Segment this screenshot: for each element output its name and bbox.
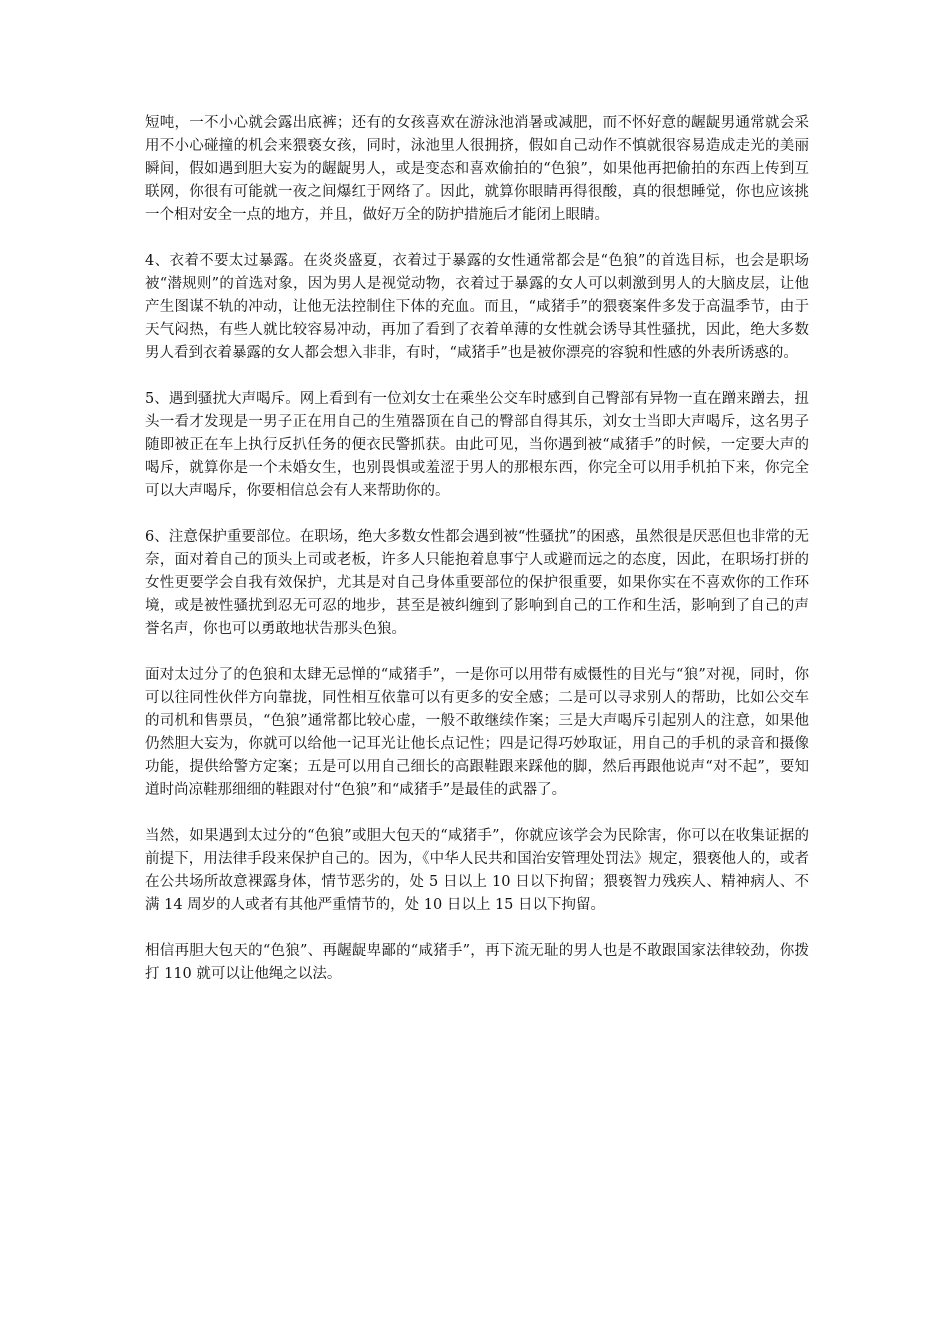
paragraph-legal: 当然，如果遇到太过分的“色狼”或胆大包天的“咸猪手”，你就应该学会为民除害，你可以在收集证据的前提下，用法律手段来保护自己的。因为，《中华人民共和国治安管理处罚法》规定，猥亵他人的，或者在公共场所故意裸露身体，情节恶劣的，处 5 日以上 10 日以下拘留；猥亵智力残疾人、精神病人、不满 14 周岁的人或者有其他严重情节的，处 10 日以上 15 日以下拘留。 xyxy=(145,828,809,913)
paragraph-tip-6-protect: 6、注意保护重要部位。在职场，绝大多数女性都会遇到被“性骚扰”的困惑，虽然很是厌恶但也非常的无奈，面对着自己的顶头上司或老板，许多人只能抱着息事宁人或避而远之的态度，因此，在职场打拼的女性更要学会自我有效保护，尤其是对自己身体重要部位的保护很重要，如果你实在不喜欢你的工作环境，或是被性骚扰到忍无可忍的地步，甚至是被纠缠到了影响到自己的工作和生活，影响到了自己的声誉名声，你也可以勇敢地状告那头色狼。 xyxy=(145,529,809,637)
document-body xyxy=(145,112,809,1009)
paragraph-tip-4-clothing: 4、衣着不要太过暴露。在炎炎盛夏，衣着过于暴露的女性通常都会是“色狼”的首选目标，也会是职场被“潜规则”的首选对象，因为男人是视觉动物，衣着过于暴露的女人可以刺激到男人的大脑皮层，让他产生图谋不轨的冲动，让他无法控制住下体的充血。而且，“咸猪手”的猥亵案件多发于高温季节，由于天气闷热，有些人就比较容易冲动，再加了看到了衣着单薄的女性就会诱导其性骚扰，因此，绝大多数男人看到衣着暴露的女人都会想入非非，有时，“咸猪手”也是被你漂亮的容貌和性感的外表所诱惑的。 xyxy=(145,253,809,361)
paragraph-intro-continuation: 短吨，一不小心就会露出底裤；还有的女孩喜欢在游泳池消暑或减肥，而不怀好意的龌龊男通常就会采用不小心碰撞的机会来猥亵女孩，同时，泳池里人很拥挤，假如自己动作不慎就很容易造成走光的美丽瞬间，假如遇到胆大妄为的龌龊男人，或是变态和喜欢偷拍的“色狼”，如果他再把偷拍的东西上传到互联网，你很有可能就一夜之间爆红于网络了。因此，就算你眼睛再得很酸，真的很想睡觉，你也应该挑一个相对安全一点的地方，并且，做好万全的防护措施后才能闭上眼睛。 xyxy=(145,115,809,223)
paragraph-tip-5-shout: 5、遇到骚扰大声喝斥。网上看到有一位刘女士在乘坐公交车时感到自己臀部有异物一直在蹭来蹭去，扭头一看才发现是一男子正在用自己的生殖器顶在自己的臀部自得其乐，刘女士当即大声喝斥，这名男子随即被正在车上执行反扒任务的便衣民警抓获。由此可见，当你遇到被“咸猪手”的时候，一定要大声的喝斥，就算你是一个未婚女生，也别畏惧或羞涩于男人的那根东西，你完全可以用手机拍下来，你完全可以大声喝斥，你要相信总会有人来帮助你的。 xyxy=(145,391,809,499)
paragraph-countermeasures: 面对太过分了的色狼和太肆无忌惮的“咸猪手”，一是你可以用带有威慑性的目光与“狼”对视，同时，你可以往同性伙伴方向靠拢，同性相互依靠可以有更多的安全感；二是可以寻求别人的帮助，比如公交车的司机和售票员，“色狼”通常都比较心虚，一般不敢继续作案；三是大声喝斥引起别人的注意，如果他仍然胆大妄为，你就可以给他一记耳光让他长点记性；四是记得巧妙取证，用自己的手机的录音和摄像功能，提供给警方定案；五是可以用自己细长的高跟鞋跟来踩他的脚，然后再跟他说声“对不起”，要知道时尚凉鞋那细细的鞋跟对付“色狼”和“咸猪手”是最佳的武器了。 xyxy=(145,667,809,798)
paragraph-conclusion: 相信再胆大包天的“色狼”、再龌龊卑鄙的“咸猪手”，再下流无耻的男人也是不敢跟国家法律较劲，你拨打 110 就可以让他绳之以法。 xyxy=(145,943,809,982)
